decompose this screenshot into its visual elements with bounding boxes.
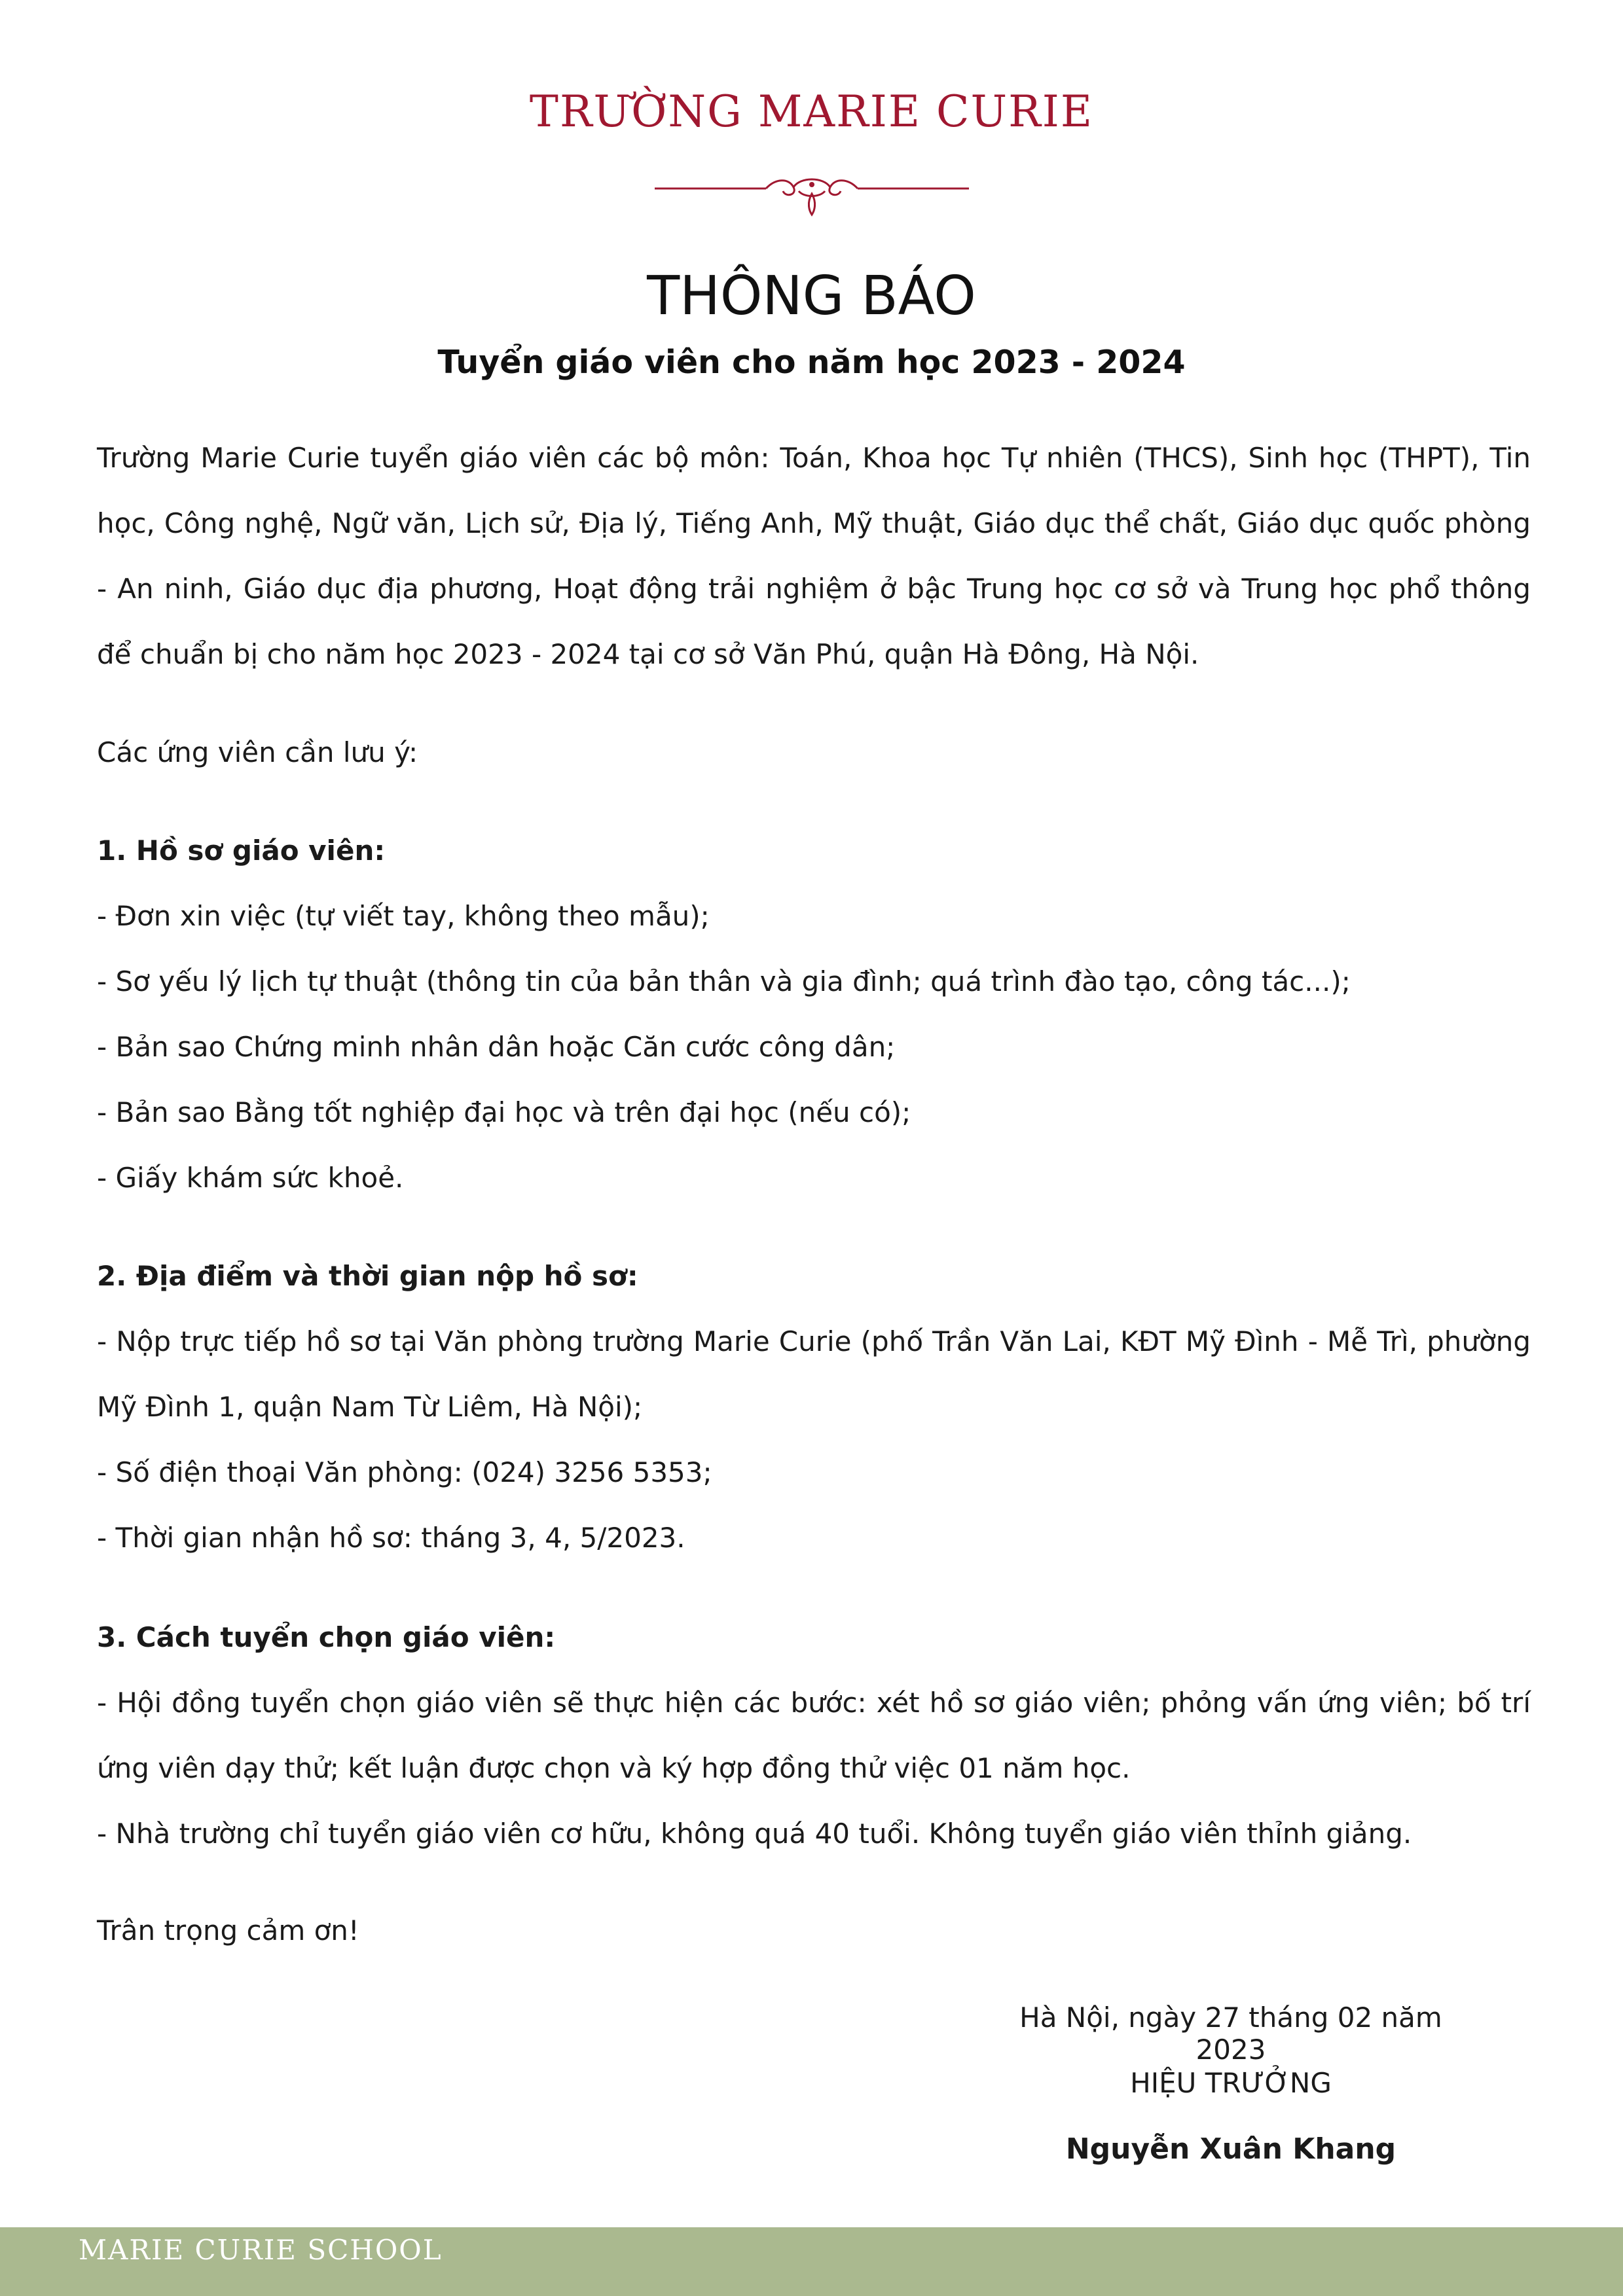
flourish-ornament-icon — [655, 171, 969, 224]
intro-paragraph: Trường Marie Curie tuyển giáo viên các bộ môn: Toán, Khoa học Tự nhiên (THCS), Sinh học (THPT), Tin học, Công nghệ, Ngữ văn, Lịch sử, Địa lý, Tiếng Anh, Mỹ thuật, Giáo dục thể chất, Giáo dục quốc phòng - An ninh, Giáo dục địa phương, Hoạt động trải nghiệm ở bậc Trung học cơ sở và Trung học phổ thông để chuẩn bị cho năm học 2023 - 2024 tại cơ sở Văn Phú, quận Hà Đông, Hà Nội. — [97, 442, 1531, 670]
footer-school-name: MARIE CURIE SCHOOL — [79, 2234, 443, 2266]
closing-text: Trân trọng cảm ơn! — [97, 1914, 359, 1946]
list-item: - Đơn xin việc (tự viết tay, không theo mẫu); — [97, 900, 710, 932]
note-text: Các ứng viên cần lưu ý: — [97, 736, 418, 768]
intro-block — [97, 425, 1531, 687]
page-subtitle: Tuyển giáo viên cho năm học 2023 - 2024 — [437, 344, 1186, 381]
section-3 — [97, 1605, 1531, 1867]
list-item: - Bản sao Bằng tốt nghiệp đại học và trên đại học (nếu có); — [97, 1096, 911, 1128]
page-title: THÔNG BÁO — [647, 265, 976, 327]
list-item: - Nộp trực tiếp hồ sơ tại Văn phòng trường Marie Curie (phố Trần Văn Lai, KĐT Mỹ Đình - Mễ Trì, phường Mỹ Đình 1, quận Nam Từ Liêm, Hà Nội); — [97, 1325, 1531, 1423]
signer-role: HIỆU TRƯỞNG — [1130, 2067, 1332, 2099]
list-item: - Hội đồng tuyển chọn giáo viên sẽ thực hiện các bước: xét hồ sơ giáo viên; phỏng vấn ứng viên; bố trí ứng viên dạy thử; kết luận được chọn và ký hợp đồng thử việc 01 năm học. — [97, 1687, 1531, 1784]
signer-name: Nguyễn Xuân Khang — [1065, 2132, 1396, 2166]
place-date: Hà Nội, ngày 27 tháng 02 năm 2023 — [1019, 2001, 1442, 2066]
section-1 — [97, 818, 1531, 1211]
list-item: - Nhà trường chỉ tuyển giáo viên cơ hữu, không quá 40 tuổi. Không tuyển giáo viên thỉnh giảng. — [97, 1818, 1412, 1850]
section-heading: 3. Cách tuyển chọn giáo viên: — [97, 1621, 556, 1653]
list-item: - Sơ yếu lý lịch tự thuật (thông tin của bản thân và gia đình; quá trình đào tạo, công tác...); — [97, 965, 1351, 997]
school-name: TRƯỜNG MARIE CURIE — [529, 86, 1094, 137]
note-block — [97, 720, 1531, 785]
section-heading: 1. Hồ sơ giáo viên: — [97, 834, 386, 867]
list-item: - Giấy khám sức khoẻ. — [97, 1162, 404, 1194]
closing-block — [97, 1898, 1531, 1964]
list-item: - Số điện thoại Văn phòng: (024) 3256 5353; — [97, 1456, 712, 1488]
list-item: - Bản sao Chứng minh nhân dân hoặc Căn cước công dân; — [97, 1031, 896, 1063]
section-heading: 2. Địa điểm và thời gian nộp hồ sơ: — [97, 1260, 638, 1292]
section-2 — [97, 1244, 1531, 1571]
list-item: - Thời gian nhận hồ sơ: tháng 3, 4, 5/2023. — [97, 1522, 685, 1554]
